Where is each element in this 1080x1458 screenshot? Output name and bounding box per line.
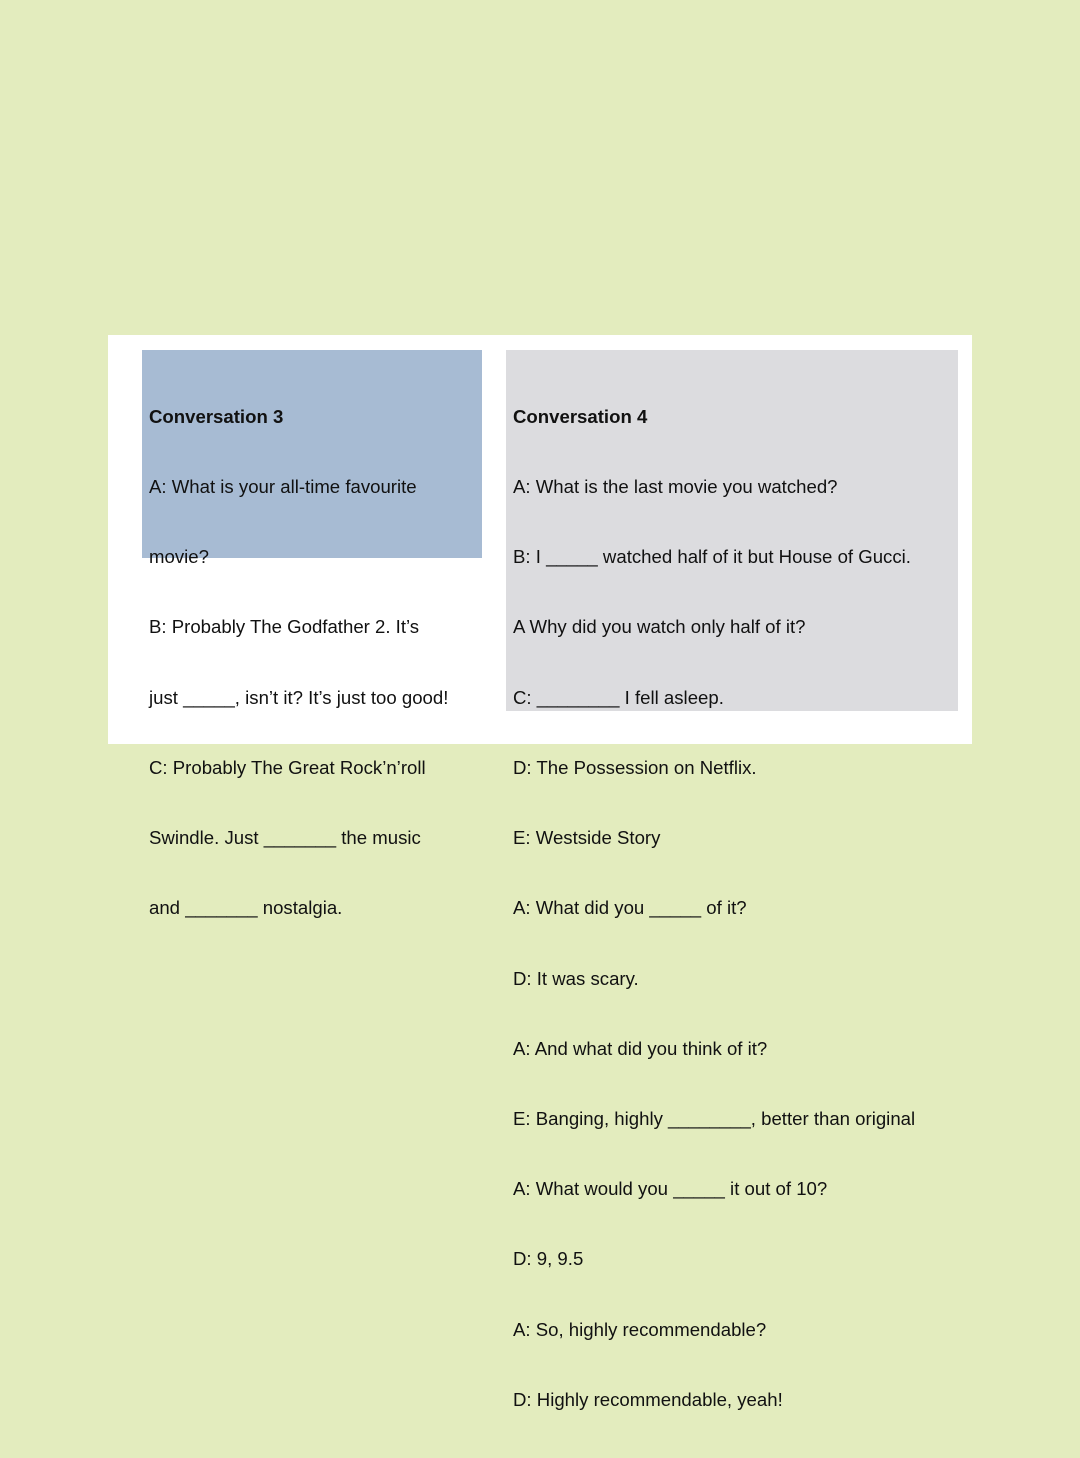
conversation-3-line: and _______ nostalgia. — [149, 897, 343, 919]
conversation-4-line: D: Highly recommendable, yeah! — [513, 1388, 783, 1410]
conversation-4-line: E: Banging, highly ________, better than original — [513, 1108, 916, 1129]
conversation-3-line: C: Probably The Great Rock’n’roll — [149, 756, 426, 778]
conversation-4-line: E: Westside Story — [513, 827, 661, 849]
conversation-4-line: D: 9, 9.5 — [513, 1248, 584, 1270]
conversation-4-line: A Why did you watch only half of it? — [513, 616, 806, 638]
conversation-4-line: B: I _____ watched half of it but House of Gucci. — [513, 546, 911, 568]
conversation-4-line: A: And what did you think of it? — [513, 1037, 768, 1059]
conversation-4-line: C: ________ I fell asleep. — [513, 686, 724, 708]
conversation-3-line: B: Probably The Godfather 2. It’s — [149, 616, 420, 638]
conversation-4-line: A: What is the last movie you watched? — [513, 476, 838, 498]
conversation-3-line: movie? — [149, 546, 209, 568]
conversation-3-title: Conversation 3 — [149, 405, 284, 427]
conversation-3-line: Swindle. Just _______ the music — [149, 827, 421, 849]
conversation-4-line: A: What would you _____ it out of 10? — [513, 1178, 828, 1200]
conversation-4-line: D: It was scary. — [513, 967, 639, 989]
conversation-4-line: A: What did you _____ of it? — [513, 897, 747, 919]
conversation-3-box — [142, 350, 482, 919]
conversation-4-line: A: So, highly recommendable? — [513, 1318, 767, 1340]
worksheet-card — [108, 335, 972, 1410]
conversation-4-line: D: The Possession on Netflix. — [513, 756, 757, 778]
conversation-3-line: just _____, isn’t it? It’s just too good! — [149, 686, 449, 708]
conversation-4-box — [506, 350, 958, 1410]
conversation-4-title: Conversation 4 — [513, 405, 648, 427]
conversation-3-line: A: What is your all-time favourite — [149, 476, 417, 498]
